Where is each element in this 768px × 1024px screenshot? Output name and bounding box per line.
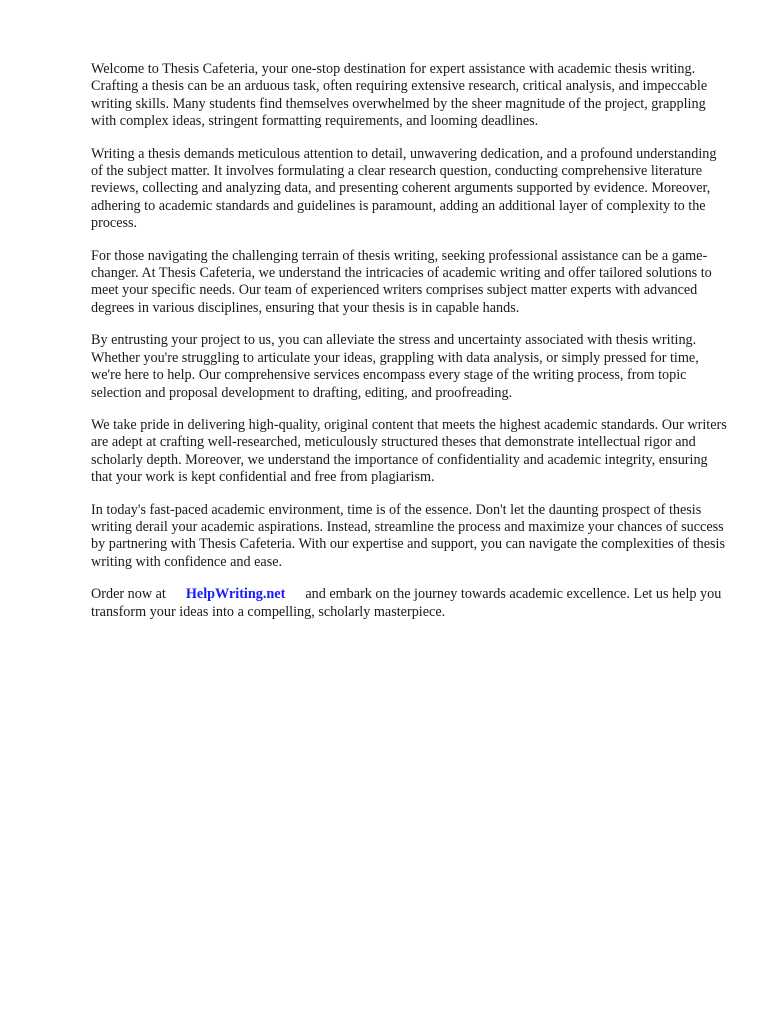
document-body [91, 61, 731, 636]
paragraph-entrusting-project: By entrusting your project to us, you can alleviate the stress and uncertainty associated with thesis writing. Whether you're struggling to articulate your ideas, grappling with data analysis, or simply pressed for time, we're here to help. Our comprehensive services encompass every stage of the writing process, from topic selection and proposal development to drafting, editing, and proofreading. [91, 332, 699, 401]
order-prefix-text: Order now at [91, 586, 166, 603]
paragraph-fast-paced: In today's fast-paced academic environment, time is of the essence. Don't let the daunting prospect of thesis writing derail your academic aspirations. Instead, streamline the process and maximize your chances of success by partnering with Thesis Cafeteria. With our expertise and support, you can navigate the complexities of thesis writing with confidence and ease. [91, 501, 726, 570]
paragraph-quality-content: We take pride in delivering high-quality, original content that meets the highest academic standards. Our writers are adept at crafting well-researched, meticulously structured theses that demonstrate intellectual rigor and scholarly depth. Moreover, we understand the importance of confidentiality and academic integrity, ensuring that your work is kept confidential and free from plagiarism. [91, 416, 727, 486]
paragraph-thesis-demands: Writing a thesis demands meticulous attention to detail, unwavering dedication, and a profound understanding of the subject matter. It involves formulating a clear research question, conducting comprehensive literature reviews, collecting and analyzing data, and presenting coherent arguments supported by evidence. Moreover, adhering to academic standards and guidelines is paramount, adding an additional layer of complexity to the process. [91, 145, 717, 232]
order-suffix-text: and embark on the journey towards academic excellence. Let us help you transform your ideas into a compelling, scholarly masterpiece. [91, 586, 722, 620]
paragraph-professional-assistance: For those navigating the challenging terrain of thesis writing, seeking professional assistance can be a game-changer. At Thesis Cafeteria, we understand the intricacies of academic writing and offer tailored solutions to meet your specific needs. Our team of experienced writers comprises subject matter experts with advanced degrees in various disciplines, ensuring that your thesis is in capable hands. [91, 247, 712, 316]
order-call-to-action [91, 586, 731, 621]
helpwriting-link[interactable]: HelpWriting.net [185, 586, 286, 603]
paragraph-intro: Welcome to Thesis Cafeteria, your one-stop destination for expert assistance with academic thesis writing. Crafting a thesis can be an arduous task, often requiring extensive research, critical analysis, and impeccable writing skills. Many students find themselves overwhelmed by the sheer magnitude of the project, grappling with complex ideas, stringent formatting requirements, and looming deadlines. [91, 61, 708, 130]
